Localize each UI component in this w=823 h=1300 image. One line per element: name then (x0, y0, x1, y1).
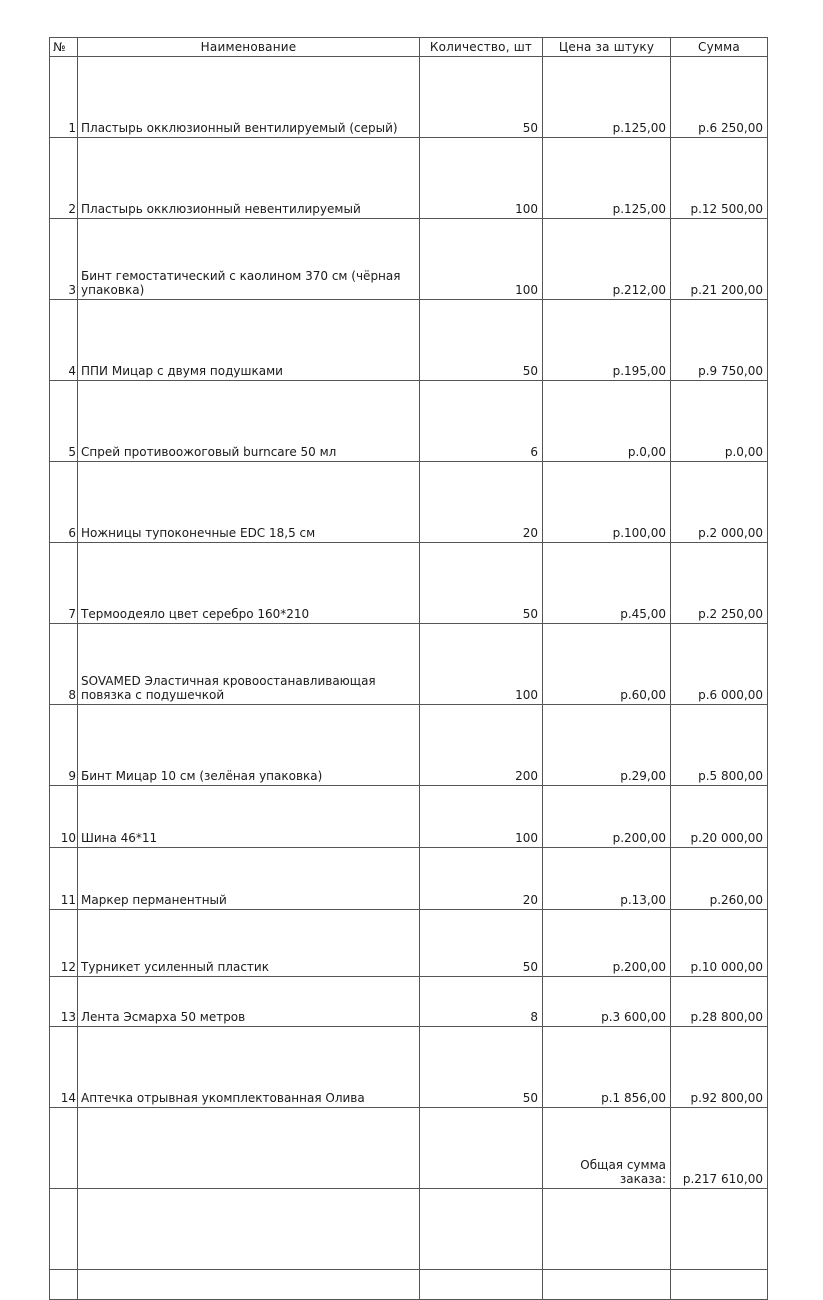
item-quantity: 50 (420, 300, 543, 381)
item-price: р.212,00 (543, 219, 671, 300)
total-value: р.217 610,00 (671, 1108, 768, 1189)
empty-cell (671, 1270, 768, 1300)
empty-cell (420, 1270, 543, 1300)
table-row (50, 1027, 768, 1108)
table-row (50, 57, 768, 138)
empty-cell (78, 1270, 420, 1300)
item-name: Бинт Мицар 10 см (зелёная упаковка) (78, 705, 420, 786)
item-sum: р.0,00 (671, 381, 768, 462)
row-number: 1 (50, 57, 78, 138)
item-quantity: 200 (420, 705, 543, 786)
item-price: р.3 600,00 (543, 977, 671, 1027)
item-quantity: 8 (420, 977, 543, 1027)
item-price: р.1 856,00 (543, 1027, 671, 1108)
row-number: 14 (50, 1027, 78, 1108)
row-number: 10 (50, 786, 78, 848)
header-num: № (50, 38, 78, 57)
item-price: р.29,00 (543, 705, 671, 786)
total-qty-cell (420, 1108, 543, 1189)
item-sum: р.92 800,00 (671, 1027, 768, 1108)
row-number: 6 (50, 462, 78, 543)
header-row (50, 38, 768, 57)
total-label-line1: Общая сумма (580, 1158, 666, 1172)
item-price: р.0,00 (543, 381, 671, 462)
item-name: Шина 46*11 (78, 786, 420, 848)
table-row (50, 705, 768, 786)
table-row (50, 624, 768, 705)
item-name: Маркер перманентный (78, 848, 420, 910)
row-number: 8 (50, 624, 78, 705)
item-sum: р.2 250,00 (671, 543, 768, 624)
item-quantity: 50 (420, 1027, 543, 1108)
row-number: 11 (50, 848, 78, 910)
header-qty: Количество, шт (420, 38, 543, 57)
item-sum: р.5 800,00 (671, 705, 768, 786)
item-quantity: 50 (420, 543, 543, 624)
row-number: 12 (50, 910, 78, 977)
item-name: SOVAMED Эластичная кровоостанавливающая повязка с подушечкой (78, 624, 420, 705)
empty-cell (671, 1189, 768, 1270)
item-price: р.125,00 (543, 138, 671, 219)
table-row (50, 381, 768, 462)
item-sum: р.28 800,00 (671, 977, 768, 1027)
empty-cell (50, 1189, 78, 1270)
item-price: р.200,00 (543, 786, 671, 848)
item-quantity: 100 (420, 786, 543, 848)
item-quantity: 20 (420, 462, 543, 543)
item-sum: р.21 200,00 (671, 219, 768, 300)
item-quantity: 100 (420, 219, 543, 300)
empty-cell (543, 1189, 671, 1270)
empty-cell (420, 1189, 543, 1270)
item-sum: р.20 000,00 (671, 786, 768, 848)
total-label-line2: заказа: (619, 1172, 666, 1186)
order-table (49, 37, 768, 1300)
table-row (50, 219, 768, 300)
item-name: Пластырь окклюзионный невентилируемый (78, 138, 420, 219)
item-quantity: 50 (420, 57, 543, 138)
item-price: р.125,00 (543, 57, 671, 138)
total-row (50, 1108, 768, 1189)
item-name: Термоодеяло цвет серебро 160*210 (78, 543, 420, 624)
header-sum: Сумма (671, 38, 768, 57)
table-row (50, 786, 768, 848)
item-price: р.60,00 (543, 624, 671, 705)
item-name: Аптечка отрывная укомплектованная Олива (78, 1027, 420, 1108)
table-row (50, 848, 768, 910)
item-sum: р.10 000,00 (671, 910, 768, 977)
item-sum: р.6 250,00 (671, 57, 768, 138)
item-price: р.45,00 (543, 543, 671, 624)
row-number: 9 (50, 705, 78, 786)
row-number: 3 (50, 219, 78, 300)
empty-row (50, 1270, 768, 1300)
item-sum: р.6 000,00 (671, 624, 768, 705)
empty-cell (543, 1270, 671, 1300)
item-sum: р.12 500,00 (671, 138, 768, 219)
table-row (50, 300, 768, 381)
total-num-cell (50, 1108, 78, 1189)
item-quantity: 50 (420, 910, 543, 977)
table-body (50, 57, 768, 1108)
table-row (50, 462, 768, 543)
item-quantity: 6 (420, 381, 543, 462)
row-number: 13 (50, 977, 78, 1027)
item-price: р.195,00 (543, 300, 671, 381)
table-row (50, 543, 768, 624)
item-price: р.13,00 (543, 848, 671, 910)
empty-row (50, 1189, 768, 1270)
table-row (50, 977, 768, 1027)
row-number: 5 (50, 381, 78, 462)
item-name: Бинт гемостатический с каолином 370 см (чёрная упаковка) (78, 219, 420, 300)
empty-cell (78, 1189, 420, 1270)
item-quantity: 20 (420, 848, 543, 910)
item-name: ППИ Мицар с двумя подушками (78, 300, 420, 381)
total-label (543, 1108, 671, 1189)
table-row (50, 910, 768, 977)
header-name: Наименование (78, 38, 420, 57)
item-sum: р.9 750,00 (671, 300, 768, 381)
item-sum: р.2 000,00 (671, 462, 768, 543)
total-name-cell (78, 1108, 420, 1189)
item-price: р.200,00 (543, 910, 671, 977)
item-name: Пластырь окклюзионный вентилируемый (серый) (78, 57, 420, 138)
item-name: Ножницы тупоконечные EDC 18,5 см (78, 462, 420, 543)
item-sum: р.260,00 (671, 848, 768, 910)
item-name: Турникет усиленный пластик (78, 910, 420, 977)
item-quantity: 100 (420, 138, 543, 219)
empty-cell (50, 1270, 78, 1300)
row-number: 4 (50, 300, 78, 381)
table-row (50, 138, 768, 219)
header-price: Цена за штуку (543, 38, 671, 57)
row-number: 7 (50, 543, 78, 624)
row-number: 2 (50, 138, 78, 219)
item-name: Спрей противоожоговый burncare 50 мл (78, 381, 420, 462)
item-quantity: 100 (420, 624, 543, 705)
item-name: Лента Эсмарха 50 метров (78, 977, 420, 1027)
item-price: р.100,00 (543, 462, 671, 543)
